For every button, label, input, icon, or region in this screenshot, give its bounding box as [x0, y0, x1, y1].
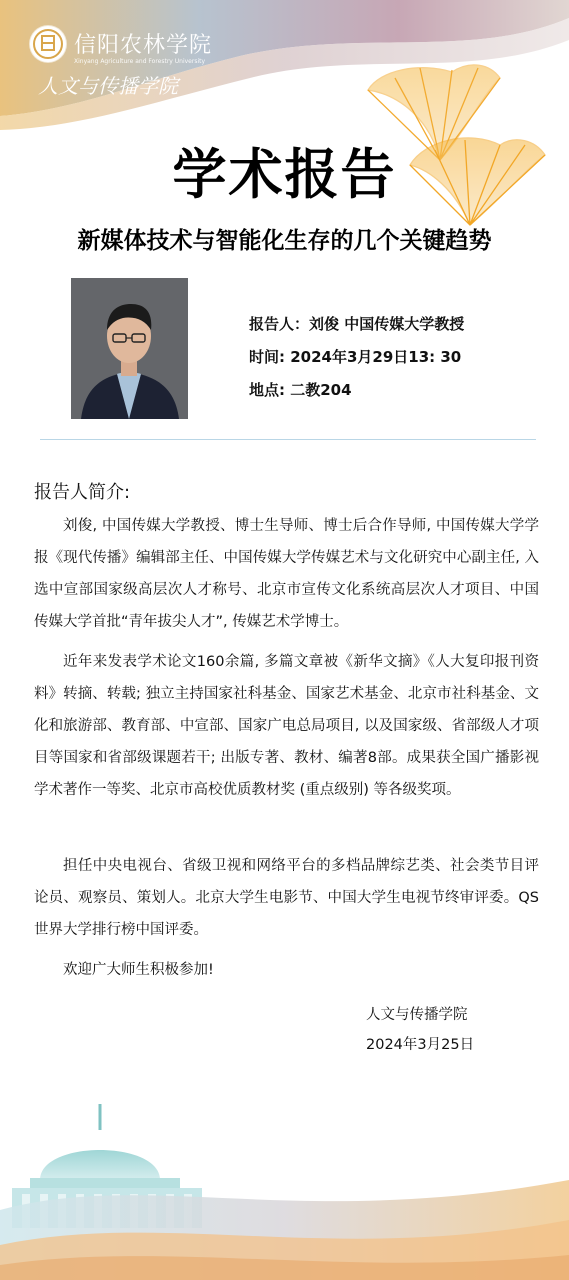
university-logo-block	[30, 26, 230, 96]
page-title: 学术报告	[172, 143, 397, 206]
bio-paragraph: 近年来发表学术论文160余篇, 多篇文章被《新华文摘》《人大复印报刊资料》转摘、转载; 独立主持国家社科基金、国家艺术基金、北京市社科基金、文化和旅游部、教育部、中宣部、国家广电总局项目, 以及国家级、省部级人才项目等国家和省部级课题若干; 出版专著、教材、编著8部。成果获全国广播影视学术著作一等奖、北京市高校优质教材奖 (重点级别) 等各级奖项。	[34, 654, 539, 798]
report-subtitle: 新媒体技术与智能化生存的几个关键趋势	[77, 228, 492, 254]
college-name: 人文与传播学院	[38, 74, 178, 98]
speaker-photo	[71, 278, 188, 419]
section-divider	[40, 439, 536, 440]
speaker-reporter: 报告人：刘俊 中国传媒大学教授	[249, 315, 465, 333]
speaker-time: 时间: 2024年3月29日13: 30	[249, 348, 462, 366]
speaker-location: 地点: 二教204	[249, 381, 352, 399]
bio-paragraph: 担任中央电视台、省级卫视和网络平台的多档品牌综艺类、社会类节目评论员、观察员、策划人。北京大学生电影节、中国大学生电视节终审评委。QS世界大学排行榜中国评委。	[34, 858, 539, 938]
university-name: 信阳农林学院	[74, 33, 213, 58]
signature-org: 人文与传播学院	[366, 1007, 468, 1023]
university-name-en: Xinyang Agriculture and Forestry University	[74, 58, 206, 65]
university-seal-icon	[30, 26, 66, 62]
bio-paragraph: 刘俊, 中国传媒大学教授、博士生导师、博士后合作导师, 中国传媒大学学报《现代传播》编辑部主任、中国传媒大学传媒艺术与文化研究中心副主任, 入选中宣部国家级高层次人才称号、北京市宣传文化系统高层次人才项目、中国传媒大学首批“青年拔尖人才”, 传媒艺术学博士。	[34, 518, 539, 630]
bio-heading: 报告人简介:	[34, 482, 131, 503]
bio-paragraph: 欢迎广大师生积极参加!	[63, 962, 214, 978]
signature-date: 2024年3月25日	[366, 1037, 475, 1053]
footer-decoration	[0, 1060, 569, 1280]
